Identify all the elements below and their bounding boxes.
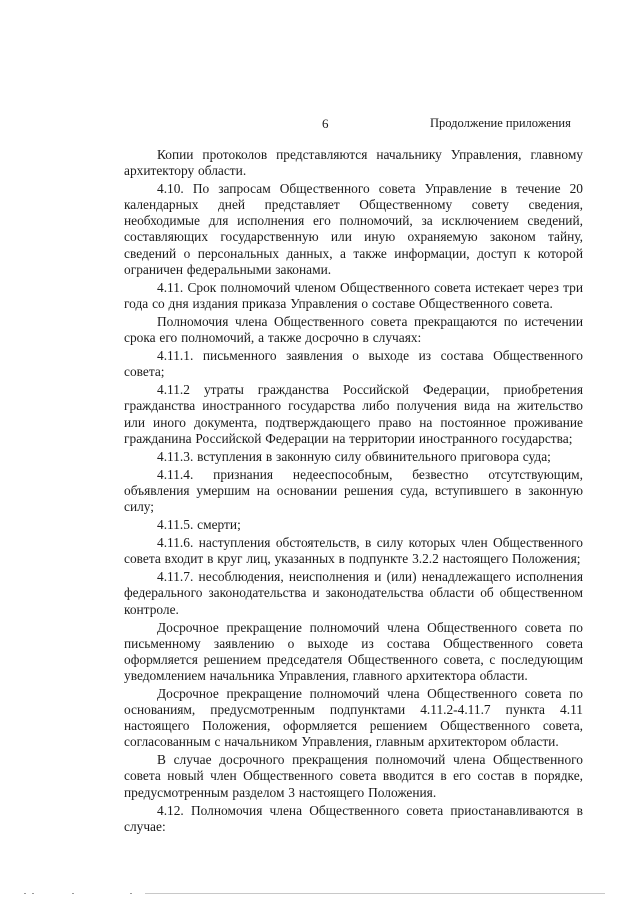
paragraph: Копии протоколов представляются начальнику Управления, главному архитектору области. [124, 147, 583, 179]
paragraph: 4.11. Срок полномочий членом Общественного совета истекает через три года со дня издания приказа Управления о составе Общественного совета. [124, 279, 583, 311]
paragraph: 4.11.2 утраты гражданства Российской Федерации, приобретения гражданства иностранного государства либо получения вида на жительство или иного документа, подтверждающего право на постоянное проживание гражданина Российской Федерации на территории иностранного государства; [124, 382, 583, 446]
document-body [124, 147, 583, 835]
paragraph: 4.10. По запросам Общественного совета Управление в течение 20 календарных дней представляет Общественному совету сведения, необходимые для исполнения его полномочий, за исключением сведений, составляющих государственную или иную охраняемую законом тайну, сведений о персональных данных, а также информации, доступ к которой ограничен федеральными законами. [124, 181, 583, 277]
paragraph: 4.11.6. наступления обстоятельств, в силу которых член Общественного совета входит в круг лиц, указанных в подпункте 3.2.2 настоящего Положения; [124, 535, 583, 567]
paragraph: 4.11.1. письменного заявления о выходе из состава Общественного совета; [124, 348, 583, 380]
paragraph: Досрочное прекращение полномочий члена Общественного совета по основаниям, предусмотренным подпунктами 4.11.2-4.11.7 пункта 4.11 настоящего Положения, оформляется решением Общественного совета, согласованным с начальником Управления, главным архитектором области. [124, 686, 583, 750]
scan-artifact-dots [0, 880, 640, 892]
paragraph: 4.11.5. смерти; [157, 517, 241, 533]
scan-artifact-line [145, 893, 605, 894]
page-number: 6 [322, 116, 329, 131]
paragraph: 4.11.4. признания недееспособным, безвестно отсутствующим, объявления умершим на основании решения суда, вступившего в законную силу; [124, 466, 583, 514]
paragraph: 4.11.3. вступления в законную силу обвинительного приговора суда; [157, 448, 551, 464]
paragraph: Полномочия члена Общественного совета прекращаются по истечении срока его полномочий, а также досрочно в случаях: [124, 313, 583, 346]
paragraph: В случае досрочного прекращения полномочий члена Общественного совета новый член Общественного совета вводится в его состав в порядке, предусмотренным разделом 3 настоящего Положения. [124, 752, 583, 800]
paragraph: 4.11.7. несоблюдения, неисполнения и (или) ненадлежащего исполнения федерального законодательства и законодательства области об общественном контроле. [124, 569, 583, 617]
continuation-header: Продолжение приложения [430, 116, 571, 130]
paragraph: Досрочное прекращение полномочий члена Общественного совета по письменному заявлению о выходе из состава Общественного совета оформляется решением председателя Общественного совета, с последующим уведомлением начальника Управления, главного архитектора области. [124, 619, 583, 683]
paragraph: 4.12. Полномочия члена Общественного совета приостанавливаются в случае: [124, 802, 583, 834]
